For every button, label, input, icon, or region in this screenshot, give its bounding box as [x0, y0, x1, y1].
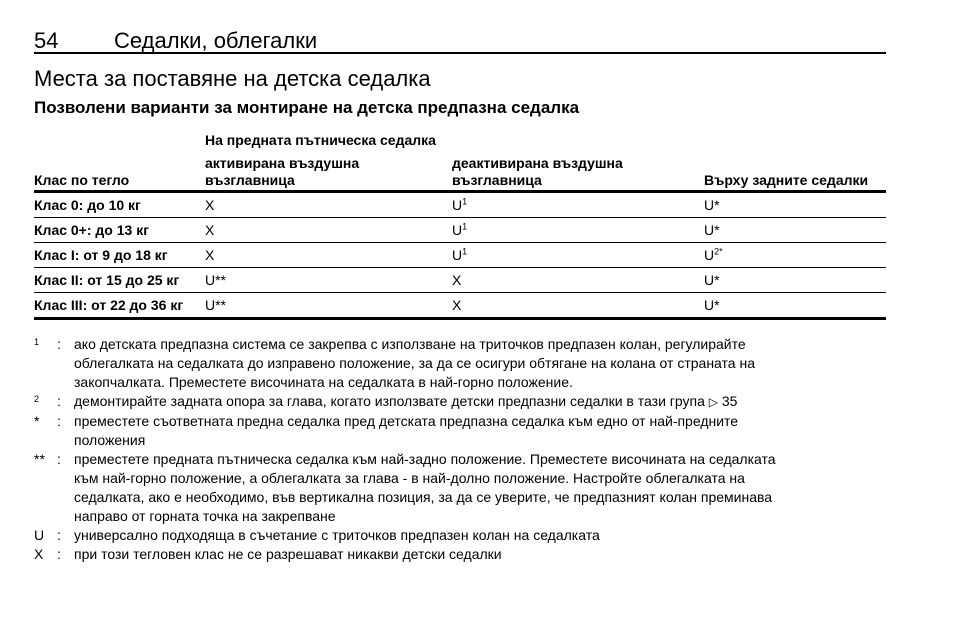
active-airbag-cell: X: [205, 247, 215, 263]
table-row: [34, 193, 886, 218]
table-body: [34, 193, 886, 320]
active-airbag-cell: U**: [205, 272, 227, 288]
rear-seats-cell: U*: [704, 222, 720, 238]
legend-x: X : при този тегловен клас не се разрешават никакви детски седалки: [34, 546, 502, 562]
weight-class-cell: Клас I: от 9 до 18 кг: [34, 247, 168, 263]
footnote-marker: **: [34, 451, 45, 467]
footnote-marker: 1: [34, 337, 40, 347]
active-airbag-cell: X: [205, 222, 215, 238]
rear-seats-header: Върху задните седалки: [704, 172, 869, 188]
rear-seats-cell: U*: [704, 197, 720, 213]
legend-u: U : универсално подходяща в съчетание с триточков предпазен колан на седалката: [34, 527, 600, 543]
active-airbag-header: активирана въздушна възглавница: [205, 155, 360, 188]
deactivated-airbag-cell: $U^1$: [452, 221, 468, 238]
weight-class-cell: Клас 0+: до 13 кг: [34, 222, 150, 238]
front-passenger-group-header: На предната пътническа седалка: [205, 132, 436, 148]
deactivated-airbag-cell: $U^1$: [452, 196, 468, 213]
footnote-double-star: ** : преместете предната пътническа седалка към най-задно положение. Преместете височината на седалката към най-горно положение, а облегалката за глава - в най-долно положение. Настройте облегалката на седалката, ако е необходимо, във вертикална позиция, за да се уверите, че предпазният колан преминава направо от горната точка на закрепване: [34, 451, 776, 524]
subsection-title: Позволени варианти за монтиране на детска предпазна седалка: [34, 98, 580, 117]
active-airbag-cell: X: [205, 197, 215, 213]
active-airbag-cell: U**: [205, 297, 227, 313]
section-title: Места за поставяне на детска седалка: [34, 66, 431, 91]
table-row: [34, 243, 886, 268]
weight-class-cell: Клас 0: до 10 кг: [34, 197, 141, 213]
deactivated-airbag-cell: X: [452, 297, 462, 313]
footnote-star: * : преместете съответната предна седалка пред детската предпазна седалка към едно от най-предните положения: [34, 413, 739, 448]
table-row: [34, 218, 886, 243]
deactivated-airbag-cell: $U^1$: [452, 246, 468, 263]
page-number: 54: [34, 28, 59, 53]
rear-seats-cell: U*: [704, 297, 720, 313]
weight-class-header: Клас по тегло: [34, 172, 130, 188]
weight-class-cell: Клас III: от 22 до 36 кг: [34, 297, 184, 313]
rear-seats-cell: U*: [704, 272, 720, 288]
footnote-1: 1 : ако детската предпазна система се закрепва с използване на триточков предпазен колан, регулирайте облегалката на седалката до изправено положение, за да се осигури обтягане на колана от страната на закопчалката. Преместете височината на седалката в най-горно положение.: [34, 335, 886, 392]
footnote-2: 2 : демонтирайте задната опора за глава, когато използвате детски предпазни седалки в тази група ▷ 35: [34, 392, 886, 412]
footnote-marker: *: [34, 413, 40, 429]
page-header: [34, 22, 886, 54]
footnote-marker: X: [34, 546, 44, 562]
footnote-marker: 2: [34, 394, 40, 404]
deactivated-airbag-cell: X: [452, 272, 462, 288]
rear-seats-cell: $U^{2*}$: [704, 246, 723, 263]
page-reference-arrow-icon: ▷: [708, 395, 718, 409]
deactivated-airbag-header: деактивирана въздушна възглавница: [452, 155, 623, 188]
footnotes: [34, 335, 886, 564]
table-row: [34, 293, 886, 320]
page-reference-link[interactable]: 35: [721, 393, 738, 409]
chapter-title: Седалки, облегалки: [114, 28, 318, 53]
footnote-marker: U: [34, 527, 45, 543]
weight-class-cell: Клас II: от 15 до 25 кг: [34, 272, 180, 288]
table-row: [34, 268, 886, 293]
